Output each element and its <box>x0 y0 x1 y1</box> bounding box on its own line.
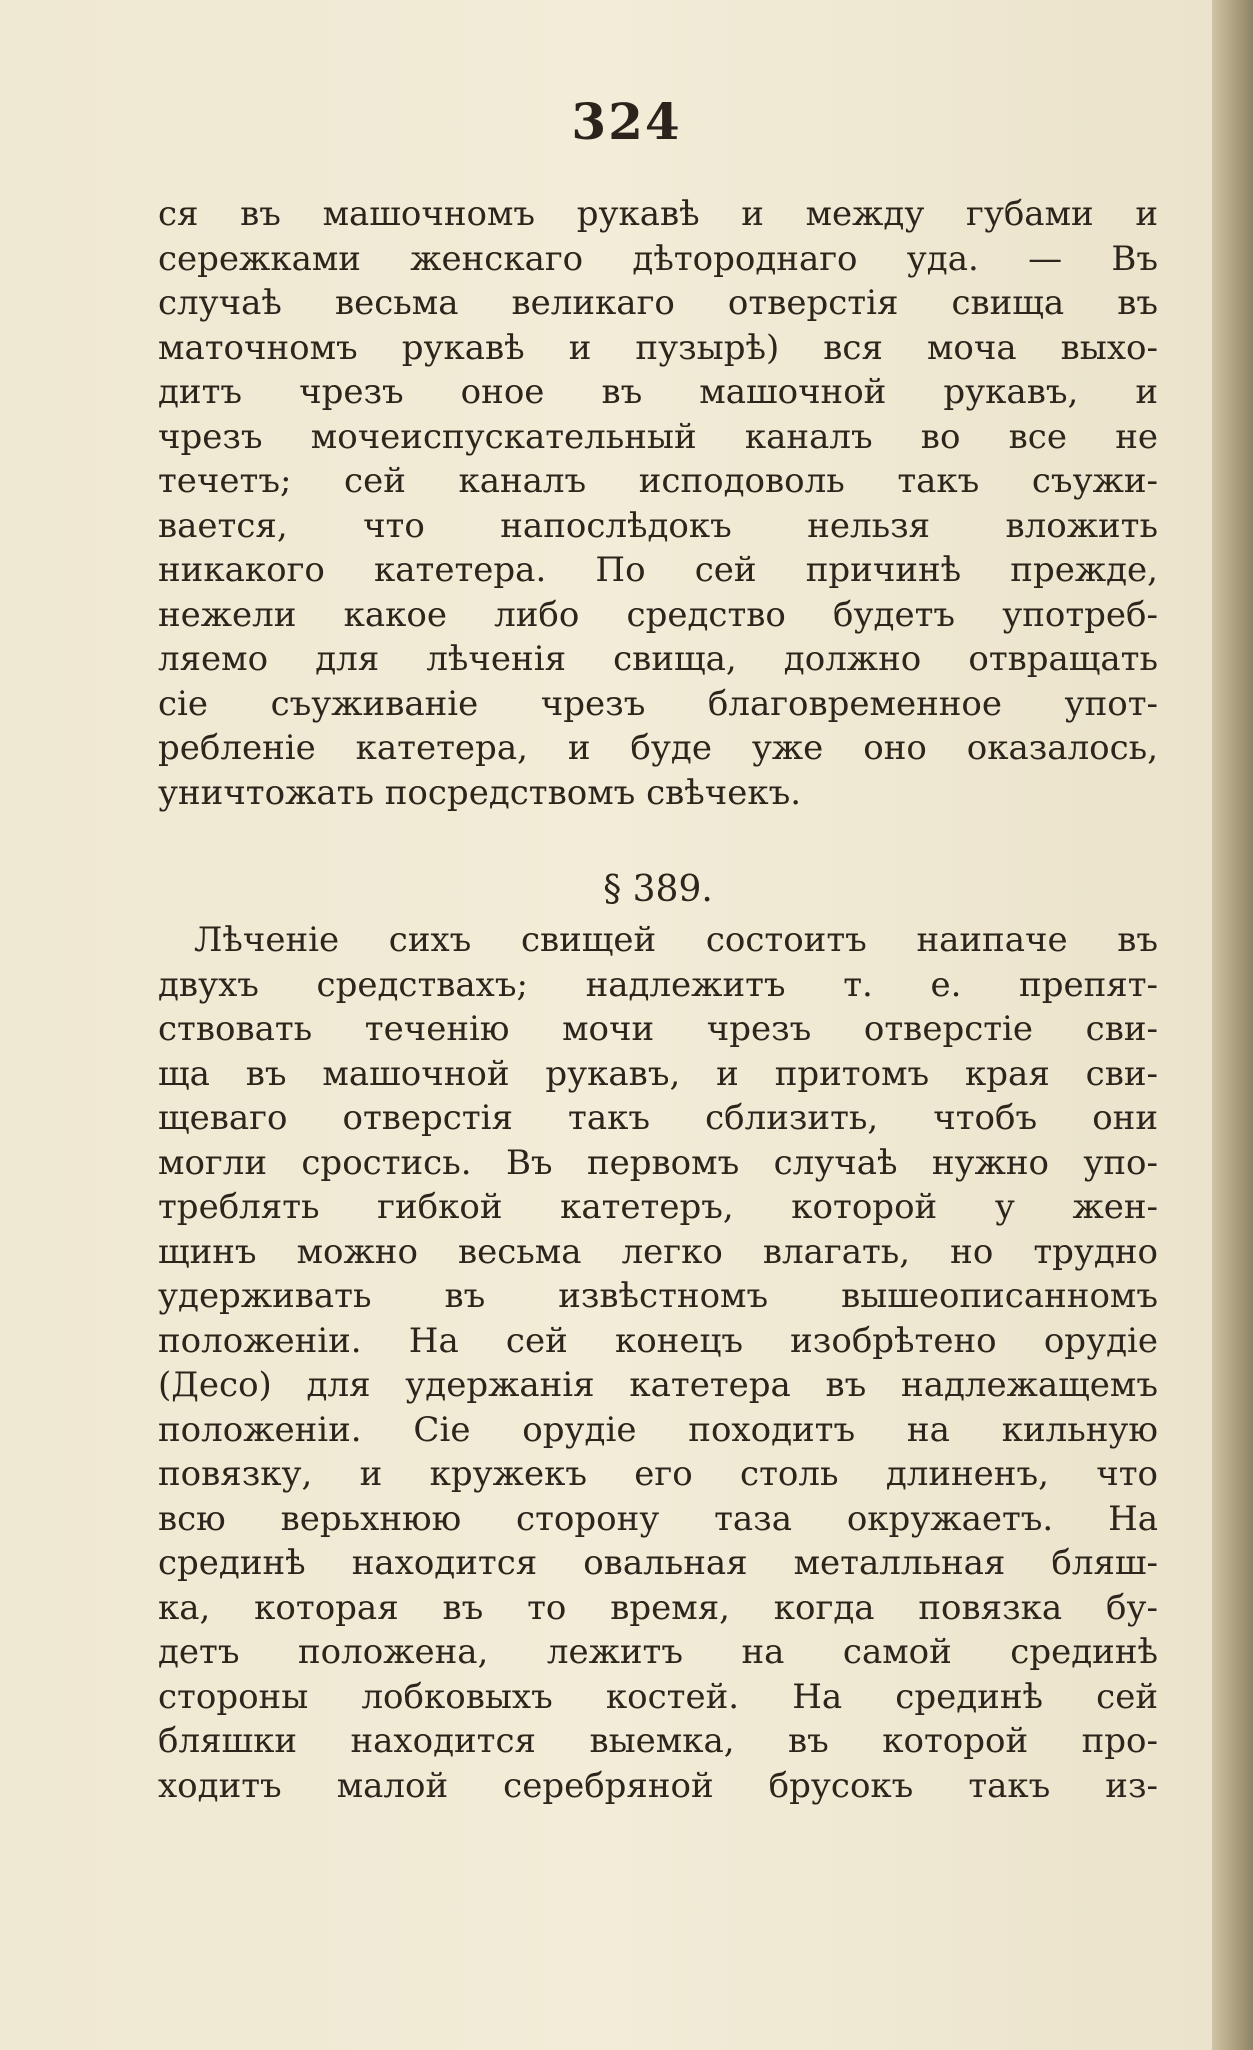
text-line: положеніи. На сей конецъ изобрѣтено орудіе <box>158 1320 1158 1361</box>
text-line: сіе съуживаніе чрезъ благовременное упот- <box>158 683 1158 724</box>
text-line: сережками женскаго дѣтороднаго уда. — Въ <box>158 238 1158 279</box>
text-line: случаѣ весьма великаго отверстія свища въ <box>158 283 1158 323</box>
text-line: нежели какое либо средство будетъ употреб- <box>158 594 1158 635</box>
text-line: ща въ машочной рукавъ, и притомъ края сви- <box>158 1053 1158 1094</box>
text-line: ся въ машочномъ рукавѣ и между губами и <box>158 194 1158 234</box>
text-line: (Деcо) для удержанія катетера въ надлежащемъ <box>158 1365 1158 1405</box>
text-line: треблять гибкой катетеръ, которой у жен- <box>158 1187 1158 1227</box>
text-line: ствовать теченію мочи чрезъ отверстіе сви- <box>158 1009 1158 1049</box>
text-line: вается, что напослѣдокъ нельзя вложить <box>158 505 1158 546</box>
page-number: 324 <box>571 92 682 151</box>
text-line: ляемо для лѣченія свища, должно отвращать <box>158 639 1158 679</box>
text-line: стороны лобковыхъ костей. На срединѣ сей <box>158 1676 1158 1717</box>
text-line: никакого катетера. По сей причинѣ прежде, <box>158 550 1158 590</box>
text-line: бляшки находится выемка, въ которой про- <box>158 1721 1158 1761</box>
text-line: течетъ; сей каналъ исподоволь такъ съужи- <box>158 461 1158 501</box>
text-line: могли сростись. Въ первомъ случаѣ нужно упо- <box>158 1142 1158 1183</box>
text-line: срединѣ находится овальная металльная бляш- <box>158 1543 1158 1583</box>
text-line: маточномъ рукавѣ и пузырѣ) вся моча выхо- <box>158 327 1158 368</box>
text-line: уничтожать посредствомъ свѣчекъ. <box>158 772 802 813</box>
text-line: ка, которая въ то время, когда повязка бу- <box>158 1587 1158 1628</box>
page-edge-shadow <box>1212 0 1253 2050</box>
section-heading-wrap <box>158 864 1158 916</box>
text-line: удерживать въ извѣстномъ вышеописанномъ <box>158 1276 1158 1316</box>
text-line: повязку, и кружекъ его столь длиненъ, что <box>158 1454 1158 1494</box>
text-line: чрезъ мочеиспускательный каналъ во все не <box>158 416 1158 457</box>
text-line: ходитъ малой серебряной брусокъ такъ из- <box>158 1765 1158 1806</box>
text-line: детъ положена, лежитъ на самой срединѣ <box>158 1632 1158 1672</box>
text-line: ребленіе катетера, и буде уже оно оказалось, <box>158 728 1158 768</box>
section-heading: § 389. <box>603 869 713 910</box>
text-line: дитъ чрезъ оное въ машочной рукавъ, и <box>158 372 1158 412</box>
paragraph-block-2 <box>158 918 1158 1808</box>
text-line: щеваго отверстія такъ сблизить, чтобъ они <box>158 1098 1158 1138</box>
text-line: двухъ средствахъ; надлежитъ т. е. препят- <box>158 964 1158 1005</box>
paragraph-block-1 <box>158 192 1158 815</box>
text-line: щинъ можно весьма легко влагать, но трудно <box>158 1231 1158 1272</box>
text-line: всю верьхнюю сторону таза окружаетъ. На <box>158 1498 1158 1539</box>
text-line: положеніи. Сіе орудіе походитъ на кильную <box>158 1409 1158 1450</box>
text-line: Лѣченіе сихъ свищей состоитъ наипаче въ <box>194 920 1158 960</box>
